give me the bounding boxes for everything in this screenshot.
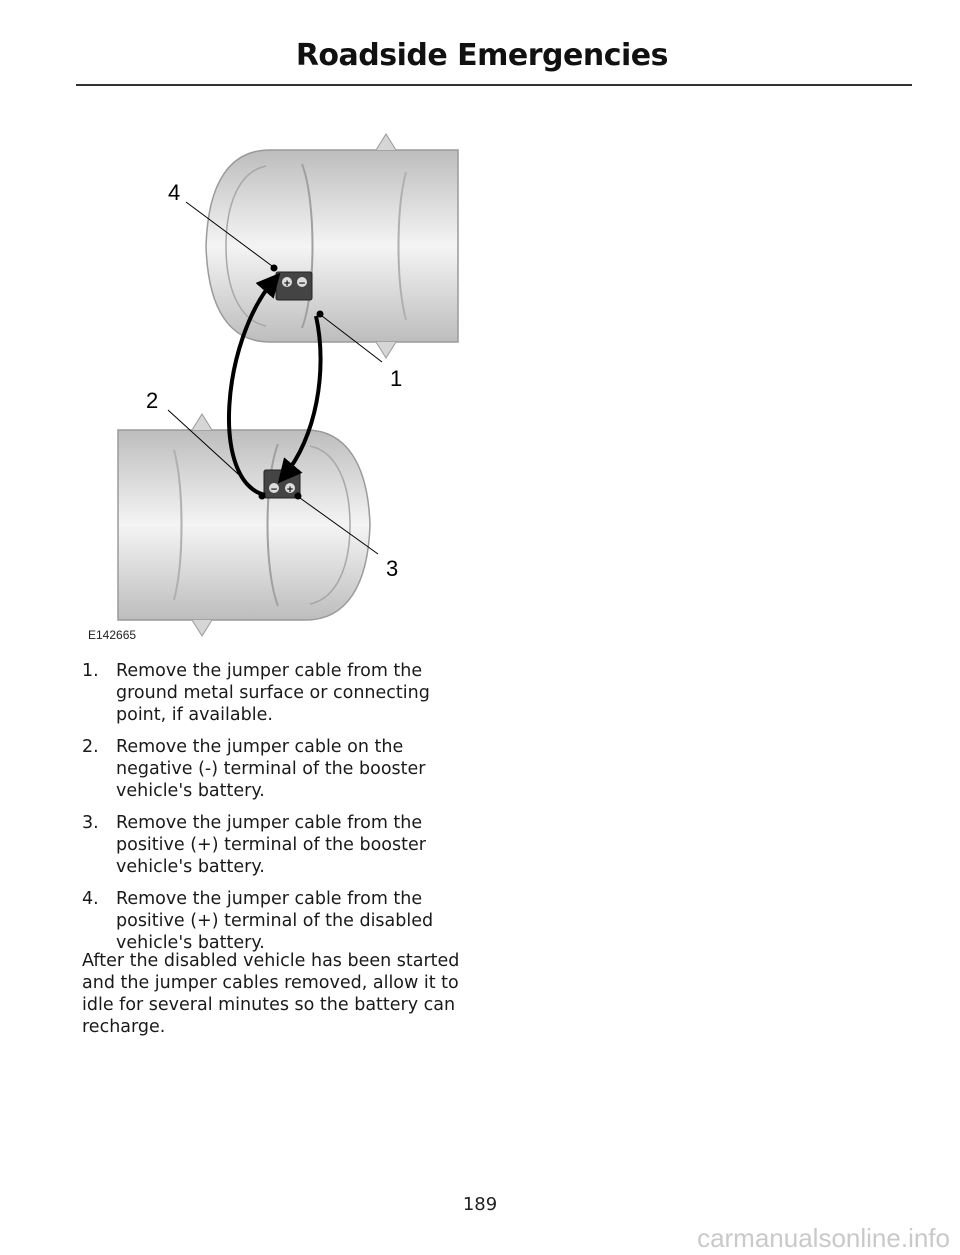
watermark-text: carmanualsonline.info xyxy=(697,1223,950,1253)
callout-1: 1 xyxy=(390,366,403,391)
jump-start-diagram xyxy=(80,120,480,650)
negative-terminal-symbol: − xyxy=(270,485,278,495)
positive-terminal-symbol: + xyxy=(283,279,291,289)
step-number: 2. xyxy=(82,737,99,757)
list-item xyxy=(82,888,482,954)
booster-vehicle xyxy=(118,414,370,636)
callout-3: 3 xyxy=(386,556,399,581)
steps-list xyxy=(82,660,482,964)
callout-2: 2 xyxy=(146,388,159,413)
step-number: 4. xyxy=(82,889,99,909)
header-divider xyxy=(76,84,912,86)
disabled-vehicle-battery xyxy=(276,272,312,300)
step-text: Remove the jumper cable from the ground metal surface or connecting point, if available. xyxy=(116,661,430,725)
list-item xyxy=(82,736,482,802)
callout-4: 4 xyxy=(168,180,181,205)
step-text: Remove the jumper cable from the positive (+) terminal of the booster vehicle's battery. xyxy=(116,813,426,877)
negative-terminal-symbol: − xyxy=(298,279,306,289)
step-number: 3. xyxy=(82,813,99,833)
positive-terminal-symbol: + xyxy=(286,485,294,495)
booster-vehicle-battery xyxy=(264,470,300,498)
figure-code: E142665 xyxy=(88,628,137,642)
list-item xyxy=(82,660,482,726)
page-title: Roadside Emergencies xyxy=(295,38,668,73)
page-number: 189 xyxy=(462,1194,498,1215)
list-item xyxy=(82,812,482,878)
idle-note: After the disabled vehicle has been started and the jumper cables removed, allow it to idle for several minutes so the battery can recharge. xyxy=(82,951,460,1037)
step-text: Remove the jumper cable on the negative (-) terminal of the booster vehicle's battery. xyxy=(116,737,426,801)
disabled-vehicle xyxy=(206,134,458,358)
step-number: 1. xyxy=(82,661,99,681)
watermark xyxy=(0,1222,960,1255)
step-text: Remove the jumper cable from the positive (+) terminal of the disabled vehicle's battery. xyxy=(116,889,434,953)
